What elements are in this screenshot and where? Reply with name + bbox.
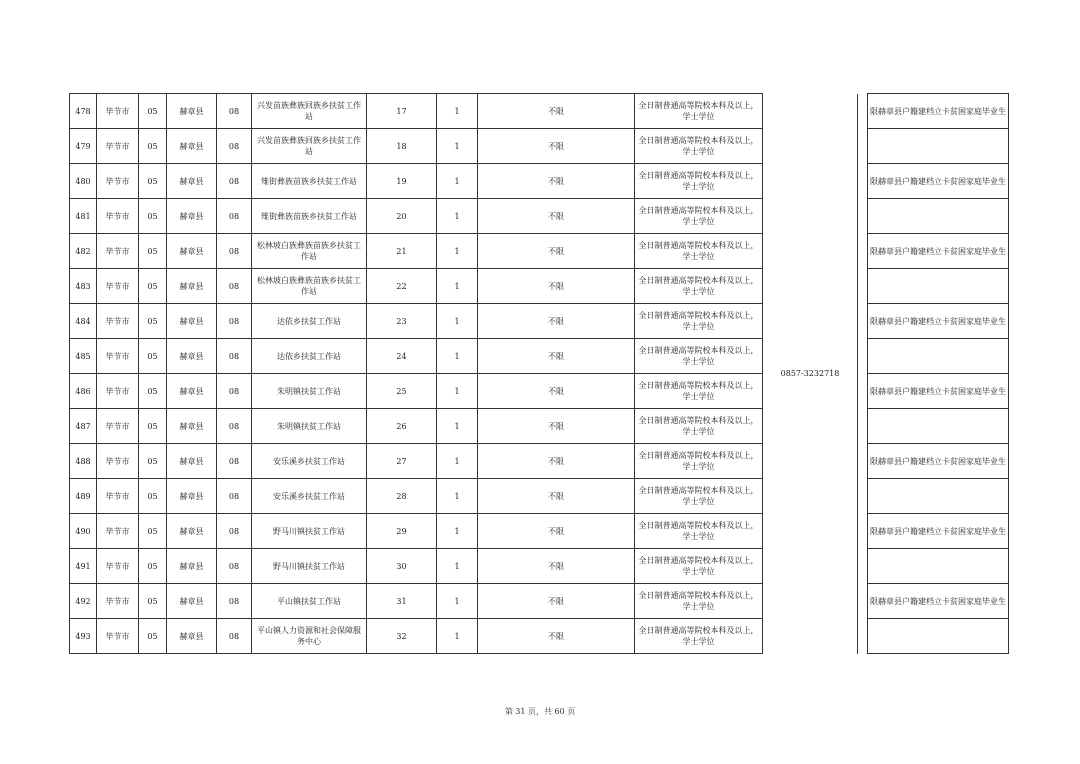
unit-name-cell: 松林坡白族彝族苗族乡扶贫工作站 <box>252 234 367 269</box>
headcount-cell: 1 <box>437 374 478 409</box>
major-cell: 不限 <box>478 164 635 199</box>
headcount-cell: 1 <box>437 199 478 234</box>
remarks-cell: 限赫章县户籍建档立卡贫困家庭毕业生 <box>868 164 1009 199</box>
remarks-cell <box>868 619 1009 654</box>
row-number-cell: 486 <box>70 374 97 409</box>
county-code-cell: 08 <box>217 514 252 549</box>
headcount-cell: 1 <box>437 514 478 549</box>
position-code-cell: 25 <box>367 374 437 409</box>
table-row <box>70 94 1009 129</box>
city-code-cell: 05 <box>139 269 167 304</box>
major-cell: 不限 <box>478 549 635 584</box>
city-cell: 毕节市 <box>97 374 139 409</box>
headcount-cell: 1 <box>437 479 478 514</box>
education-cell: 全日制普通高等院校本科及以上，学士学位 <box>635 479 763 514</box>
headcount-cell: 1 <box>437 444 478 479</box>
county-cell: 赫章县 <box>167 619 217 654</box>
city-cell: 毕节市 <box>97 129 139 164</box>
education-cell: 全日制普通高等院校本科及以上，学士学位 <box>635 339 763 374</box>
education-cell: 全日制普通高等院校本科及以上，学士学位 <box>635 269 763 304</box>
row-number-cell: 479 <box>70 129 97 164</box>
education-cell: 全日制普通高等院校本科及以上，学士学位 <box>635 234 763 269</box>
headcount-cell: 1 <box>437 339 478 374</box>
education-cell: 全日制普通高等院校本科及以上，学士学位 <box>635 549 763 584</box>
county-code-cell: 08 <box>217 549 252 584</box>
position-code-cell: 26 <box>367 409 437 444</box>
county-cell: 赫章县 <box>167 234 217 269</box>
headcount-cell: 1 <box>437 164 478 199</box>
position-code-cell: 31 <box>367 584 437 619</box>
unit-name-cell: 雉街彝族苗族乡扶贫工作站 <box>252 199 367 234</box>
education-cell: 全日制普通高等院校本科及以上，学士学位 <box>635 199 763 234</box>
county-cell: 赫章县 <box>167 479 217 514</box>
city-cell: 毕节市 <box>97 444 139 479</box>
remarks-cell: 限赫章县户籍建档立卡贫困家庭毕业生 <box>868 94 1009 129</box>
table-row <box>70 129 1009 164</box>
county-cell: 赫章县 <box>167 514 217 549</box>
table-row <box>70 514 1009 549</box>
city-code-cell: 05 <box>139 444 167 479</box>
unit-name-cell: 兴发苗族彝族回族乡扶贫工作站 <box>252 94 367 129</box>
remarks-cell <box>868 129 1009 164</box>
county-cell: 赫章县 <box>167 374 217 409</box>
major-cell: 不限 <box>478 269 635 304</box>
unit-name-cell: 达依乡扶贫工作站 <box>252 339 367 374</box>
city-cell: 毕节市 <box>97 479 139 514</box>
headcount-cell: 1 <box>437 619 478 654</box>
city-code-cell: 05 <box>139 199 167 234</box>
city-cell: 毕节市 <box>97 199 139 234</box>
remarks-cell <box>868 549 1009 584</box>
headcount-cell: 1 <box>437 304 478 339</box>
remarks-cell <box>868 339 1009 374</box>
county-code-cell: 08 <box>217 269 252 304</box>
education-cell: 全日制普通高等院校本科及以上，学士学位 <box>635 304 763 339</box>
position-code-cell: 22 <box>367 269 437 304</box>
unit-name-cell: 兴发苗族彝族回族乡扶贫工作站 <box>252 129 367 164</box>
major-cell: 不限 <box>478 409 635 444</box>
education-cell: 全日制普通高等院校本科及以上，学士学位 <box>635 584 763 619</box>
remarks-cell: 限赫章县户籍建档立卡贫困家庭毕业生 <box>868 234 1009 269</box>
city-code-cell: 05 <box>139 514 167 549</box>
city-cell: 毕节市 <box>97 94 139 129</box>
recruitment-table <box>69 93 1009 654</box>
county-cell: 赫章县 <box>167 94 217 129</box>
unit-name-cell: 朱明镇扶贫工作站 <box>252 409 367 444</box>
county-cell: 赫章县 <box>167 444 217 479</box>
county-cell: 赫章县 <box>167 129 217 164</box>
headcount-cell: 1 <box>437 129 478 164</box>
table-row <box>70 374 1009 409</box>
education-cell: 全日制普通高等院校本科及以上，学士学位 <box>635 514 763 549</box>
education-cell: 全日制普通高等院校本科及以上，学士学位 <box>635 164 763 199</box>
headcount-cell: 1 <box>437 234 478 269</box>
county-code-cell: 08 <box>217 199 252 234</box>
remarks-cell: 限赫章县户籍建档立卡贫困家庭毕业生 <box>868 304 1009 339</box>
remarks-cell: 限赫章县户籍建档立卡贫困家庭毕业生 <box>868 514 1009 549</box>
major-cell: 不限 <box>478 94 635 129</box>
education-cell: 全日制普通高等院校本科及以上，学士学位 <box>635 409 763 444</box>
county-cell: 赫章县 <box>167 164 217 199</box>
unit-name-cell: 雉街彝族苗族乡扶贫工作站 <box>252 164 367 199</box>
city-code-cell: 05 <box>139 94 167 129</box>
county-cell: 赫章县 <box>167 409 217 444</box>
education-cell: 全日制普通高等院校本科及以上，学士学位 <box>635 94 763 129</box>
row-number-cell: 482 <box>70 234 97 269</box>
table-row <box>70 584 1009 619</box>
row-number-cell: 489 <box>70 479 97 514</box>
city-cell: 毕节市 <box>97 619 139 654</box>
county-code-cell: 08 <box>217 619 252 654</box>
remarks-cell: 限赫章县户籍建档立卡贫困家庭毕业生 <box>868 444 1009 479</box>
county-code-cell: 08 <box>217 584 252 619</box>
city-cell: 毕节市 <box>97 269 139 304</box>
county-code-cell: 08 <box>217 129 252 164</box>
county-code-cell: 08 <box>217 409 252 444</box>
major-cell: 不限 <box>478 304 635 339</box>
unit-name-cell: 野马川镇扶贫工作站 <box>252 514 367 549</box>
table-row <box>70 479 1009 514</box>
row-number-cell: 480 <box>70 164 97 199</box>
row-number-cell: 481 <box>70 199 97 234</box>
major-cell: 不限 <box>478 514 635 549</box>
position-code-cell: 19 <box>367 164 437 199</box>
headcount-cell: 1 <box>437 94 478 129</box>
row-number-cell: 483 <box>70 269 97 304</box>
position-code-cell: 30 <box>367 549 437 584</box>
position-code-cell: 17 <box>367 94 437 129</box>
city-cell: 毕节市 <box>97 339 139 374</box>
city-code-cell: 05 <box>139 549 167 584</box>
remarks-cell: 限赫章县户籍建档立卡贫困家庭毕业生 <box>868 584 1009 619</box>
education-cell: 全日制普通高等院校本科及以上，学士学位 <box>635 444 763 479</box>
headcount-cell: 1 <box>437 409 478 444</box>
headcount-cell: 1 <box>437 584 478 619</box>
blank-column <box>858 94 868 654</box>
row-number-cell: 491 <box>70 549 97 584</box>
remarks-cell <box>868 269 1009 304</box>
city-code-cell: 05 <box>139 409 167 444</box>
position-code-cell: 20 <box>367 199 437 234</box>
city-code-cell: 05 <box>139 164 167 199</box>
major-cell: 不限 <box>478 479 635 514</box>
recruitment-table-sheet <box>69 93 1009 654</box>
unit-name-cell: 野马川镇扶贫工作站 <box>252 549 367 584</box>
unit-name-cell: 安乐溪乡扶贫工作站 <box>252 444 367 479</box>
city-code-cell: 05 <box>139 234 167 269</box>
city-cell: 毕节市 <box>97 409 139 444</box>
page-footer: 第 31 页，共 60 页 <box>504 707 576 716</box>
position-code-cell: 28 <box>367 479 437 514</box>
unit-name-cell: 安乐溪乡扶贫工作站 <box>252 479 367 514</box>
city-code-cell: 05 <box>139 304 167 339</box>
table-row <box>70 199 1009 234</box>
unit-name-cell: 松林坡白族彝族苗族乡扶贫工作站 <box>252 269 367 304</box>
county-code-cell: 08 <box>217 479 252 514</box>
city-code-cell: 05 <box>139 479 167 514</box>
county-cell: 赫章县 <box>167 269 217 304</box>
major-cell: 不限 <box>478 339 635 374</box>
unit-name-cell: 平山镇扶贫工作站 <box>252 584 367 619</box>
remarks-cell: 限赫章县户籍建档立卡贫困家庭毕业生 <box>868 374 1009 409</box>
major-cell: 不限 <box>478 374 635 409</box>
contact-phone-cell: 0857-3232718 <box>763 94 858 654</box>
headcount-cell: 1 <box>437 549 478 584</box>
county-code-cell: 08 <box>217 374 252 409</box>
county-code-cell: 08 <box>217 339 252 374</box>
city-cell: 毕节市 <box>97 514 139 549</box>
table-row <box>70 619 1009 654</box>
county-code-cell: 08 <box>217 304 252 339</box>
position-code-cell: 21 <box>367 234 437 269</box>
city-code-cell: 05 <box>139 584 167 619</box>
table-row <box>70 234 1009 269</box>
city-code-cell: 05 <box>139 374 167 409</box>
row-number-cell: 478 <box>70 94 97 129</box>
major-cell: 不限 <box>478 444 635 479</box>
headcount-cell: 1 <box>437 269 478 304</box>
major-cell: 不限 <box>478 199 635 234</box>
county-code-cell: 08 <box>217 444 252 479</box>
county-cell: 赫章县 <box>167 304 217 339</box>
table-row <box>70 304 1009 339</box>
table-row <box>70 549 1009 584</box>
position-code-cell: 32 <box>367 619 437 654</box>
row-number-cell: 492 <box>70 584 97 619</box>
position-code-cell: 24 <box>367 339 437 374</box>
city-cell: 毕节市 <box>97 304 139 339</box>
city-cell: 毕节市 <box>97 234 139 269</box>
education-cell: 全日制普通高等院校本科及以上，学士学位 <box>635 619 763 654</box>
major-cell: 不限 <box>478 619 635 654</box>
table-row <box>70 409 1009 444</box>
remarks-cell <box>868 409 1009 444</box>
unit-name-cell: 朱明镇扶贫工作站 <box>252 374 367 409</box>
row-number-cell: 487 <box>70 409 97 444</box>
table-row <box>70 164 1009 199</box>
city-cell: 毕节市 <box>97 584 139 619</box>
remarks-cell <box>868 479 1009 514</box>
county-cell: 赫章县 <box>167 339 217 374</box>
position-code-cell: 27 <box>367 444 437 479</box>
table-body <box>70 94 1009 654</box>
county-cell: 赫章县 <box>167 549 217 584</box>
row-number-cell: 493 <box>70 619 97 654</box>
position-code-cell: 29 <box>367 514 437 549</box>
position-code-cell: 18 <box>367 129 437 164</box>
table-row <box>70 269 1009 304</box>
county-cell: 赫章县 <box>167 584 217 619</box>
county-cell: 赫章县 <box>167 199 217 234</box>
city-cell: 毕节市 <box>97 549 139 584</box>
county-code-cell: 08 <box>217 234 252 269</box>
row-number-cell: 488 <box>70 444 97 479</box>
position-code-cell: 23 <box>367 304 437 339</box>
major-cell: 不限 <box>478 234 635 269</box>
major-cell: 不限 <box>478 129 635 164</box>
unit-name-cell: 达依乡扶贫工作站 <box>252 304 367 339</box>
education-cell: 全日制普通高等院校本科及以上，学士学位 <box>635 374 763 409</box>
major-cell: 不限 <box>478 584 635 619</box>
education-cell: 全日制普通高等院校本科及以上，学士学位 <box>635 129 763 164</box>
county-code-cell: 08 <box>217 164 252 199</box>
city-cell: 毕节市 <box>97 164 139 199</box>
county-code-cell: 08 <box>217 94 252 129</box>
table-row <box>70 339 1009 374</box>
city-code-cell: 05 <box>139 619 167 654</box>
city-code-cell: 05 <box>139 129 167 164</box>
row-number-cell: 484 <box>70 304 97 339</box>
city-code-cell: 05 <box>139 339 167 374</box>
row-number-cell: 490 <box>70 514 97 549</box>
table-row <box>70 444 1009 479</box>
unit-name-cell: 平山镇人力资源和社会保障服务中心 <box>252 619 367 654</box>
row-number-cell: 485 <box>70 339 97 374</box>
remarks-cell <box>868 199 1009 234</box>
